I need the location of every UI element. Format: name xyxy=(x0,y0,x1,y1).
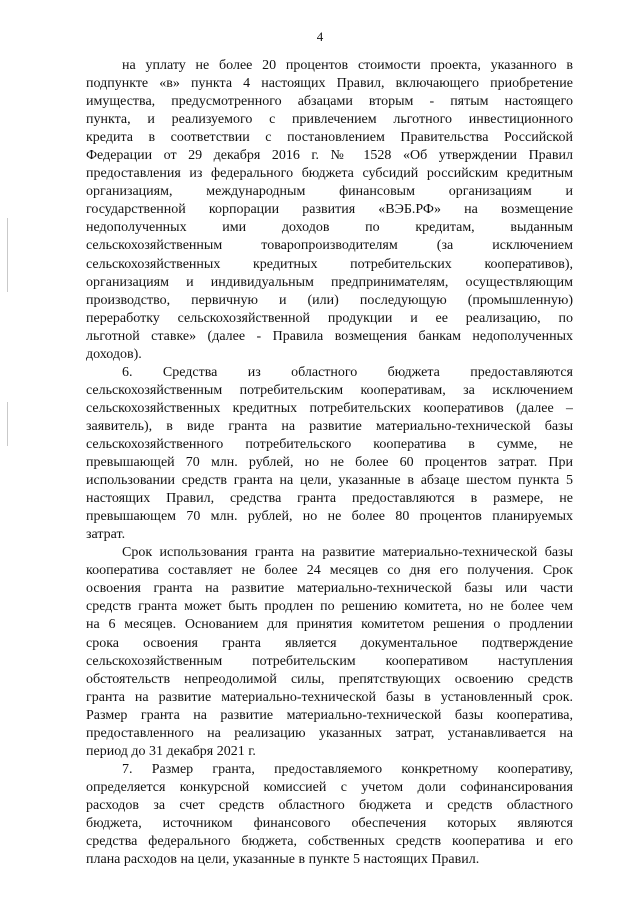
scan-edge-mark xyxy=(7,218,8,292)
text-line: Срок использования гранта на развитие материально-технической базы xyxy=(122,545,573,561)
text-line: подпункте «в» пункта 4 настоящих Правил, включающего приобретение xyxy=(86,76,573,92)
text-line: кооператива составляет не более 24 месяцев со дня его получения. Срок xyxy=(86,563,573,579)
text-line: период до 31 декабря 2021 г. xyxy=(86,743,256,759)
paragraph xyxy=(86,761,573,869)
text-line: заявитель), в виде гранта на развитие материально-технической базы xyxy=(86,418,573,434)
paragraph xyxy=(86,57,573,364)
text-line: пункта, и реализуемого с привлечением льготного инвестиционного xyxy=(86,112,573,128)
text-line: сельскохозяйственным потребительским кооперативам, за исключением xyxy=(86,382,573,398)
text-line: сельскохозяйственным потребительским кооперативом наступления xyxy=(86,653,573,669)
text-line: предоставленного на реализацию указанных затрат, устанавливается на xyxy=(86,725,573,741)
text-line: предоставления из федерального бюджета субсидий российским кредитным xyxy=(86,166,573,182)
text-line: недополученных ими доходов по кредитам, выданным xyxy=(86,220,573,236)
paragraph xyxy=(86,364,573,544)
text-line: определяется конкурсной комиссией с учетом доли софинансирования xyxy=(86,779,573,795)
text-line: срока освоения гранта является документальное подтверждение xyxy=(86,635,573,651)
text-line: затрат. xyxy=(86,527,126,543)
text-line: 6. Средства из областного бюджета предоставляются xyxy=(122,364,573,380)
text-line: Размер гранта на развитие материально-технической базы кооператива, xyxy=(86,707,573,723)
page-number: 4 xyxy=(316,29,324,44)
text-line: на уплату не более 20 процентов стоимости проекта, указанного в xyxy=(122,58,573,73)
text-line: доходов). xyxy=(86,346,142,362)
text-line: сельскохозяйственным товаропроизводителям (за исключением xyxy=(86,238,573,254)
paragraph xyxy=(86,544,573,761)
text-line: бюджета, источником финансового обеспечения которых являются xyxy=(86,815,573,831)
text-line: государственной корпорации развития «ВЭБ.РФ» на возмещение xyxy=(86,202,573,218)
text-line: средств гранта может быть продлен по решению комитета, но не более чем xyxy=(86,599,573,615)
text-line: сельскохозяйственных кредитных потребительских кооперативов), xyxy=(86,256,573,272)
text-line: льготной ставке» (далее - Правила возмещения банкам недополученных xyxy=(86,328,573,344)
text-line: 7. Размер гранта, предоставляемого конкретному кооперативу, xyxy=(122,761,573,777)
document-body xyxy=(86,57,573,869)
text-line: обстоятельств непреодолимой силы, препятствующих освоению средств xyxy=(86,671,573,687)
text-line: производство, первичную и (или) последующую (промышленную) xyxy=(86,292,573,308)
text-line: плана расходов на цели, указанные в пункте 5 настоящих Правил. xyxy=(86,852,480,868)
text-line: организациям и индивидуальным предпринимателям, осуществляющим xyxy=(86,274,573,290)
text-line: сельскохозяйственного потребительского кооператива в сумме, не xyxy=(86,436,573,452)
text-line: использовании средств гранта на цели, указанные в абзаце шестом пункта 5 xyxy=(86,473,573,489)
text-line: Федерации от 29 декабря 2016 г. № 1528 «Об утверждении Правил xyxy=(86,148,573,164)
text-line: кредита в соответствии с постановлением Правительства Российской xyxy=(86,130,573,146)
text-line: переработку сельскохозяйственной продукции и ее реализацию, по xyxy=(86,310,573,326)
text-line: превышающей 70 млн. рублей, но не более 60 процентов затрат. При xyxy=(86,455,573,471)
text-line: гранта на развитие материально-технической базы в установленный срок. xyxy=(86,689,573,705)
text-line: освоения гранта на развитие материально-технической базы или части xyxy=(86,581,573,597)
text-line: организациям, международным финансовым организациям и xyxy=(86,184,573,200)
text-line: имущества, предусмотренного абзацами вторым - пятым настоящего xyxy=(86,94,573,110)
scan-edge-mark xyxy=(7,402,8,446)
text-line: средства федерального бюджета, собственных средств кооператива и его xyxy=(86,834,573,850)
text-line: превышающем 70 млн. рублей, но не более 80 процентов планируемых xyxy=(86,509,573,525)
text-line: сельскохозяйственных кредитных потребительских кооперативов (далее – xyxy=(86,400,573,416)
text-line: расходов за счет средств областного бюджета и средств областного xyxy=(86,797,573,813)
text-line: на 6 месяцев. Основанием для принятия комитетом решения о продлении xyxy=(86,617,573,633)
text-line: настоящих Правил, средства гранта предоставляются в размере, не xyxy=(86,491,573,507)
